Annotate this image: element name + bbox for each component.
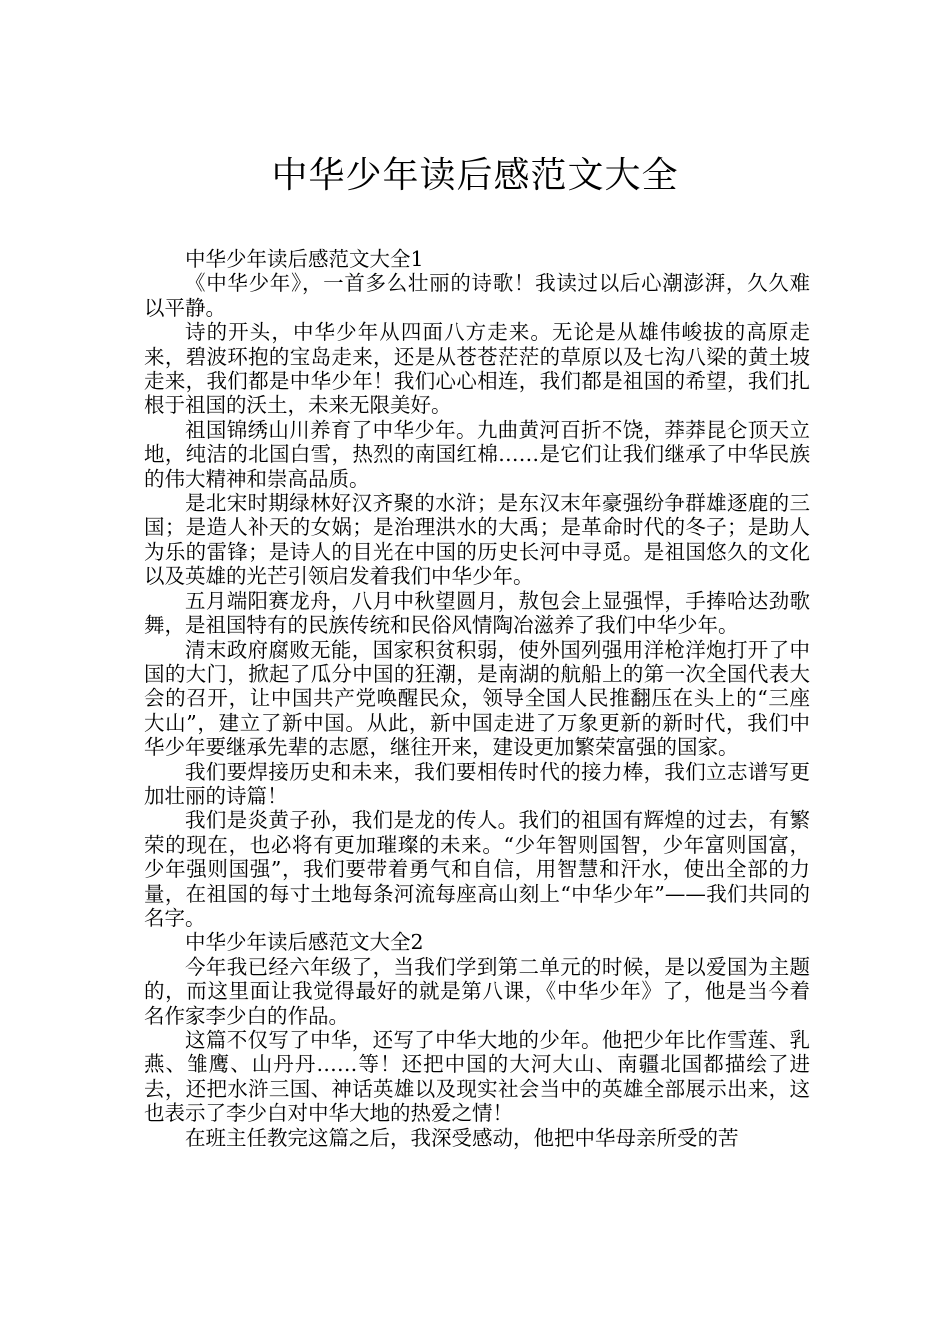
paragraph: 是北宋时期绿林好汉齐聚的水浒；是东汉末年豪强纷争群雄逐鹿的三国；是造人补天的女娲；是治理洪水的大禹；是革命时代的冬子；是助人为乐的雷锋；是诗人的目光在中国的历史长河中寻觅。是祖国悠久的文化以及英雄的光芒引领启发着我们中华少年。 [144, 491, 810, 589]
section-heading: 中华少年读后感范文大全1 [185, 247, 424, 271]
paragraph: 五月端阳赛龙舟，八月中秋望圆月，敖包会上显强悍，手捧哈达劲歌舞，是祖国特有的民族传统和民俗风情陶冶滋养了我们中华少年。 [144, 588, 810, 638]
paragraph: 在班主任教完这篇之后，我深受感动，他把中华母亲所受的苦 [185, 1125, 739, 1150]
paragraph: 今年我已经六年级了，当我们学到第二单元的时候，是以爱国为主题的，而这里面让我觉得最好的就是第八课，《中华少年》了，他是当今着名作家李少白的作品。 [144, 954, 810, 1028]
section-heading: 中华少年读后感范文大全2 [185, 930, 424, 955]
paragraph: 我们要焊接历史和未来，我们要相传时代的接力棒，我们立志谱写更加壮丽的诗篇！ [144, 759, 810, 808]
paragraph: 清末政府腐败无能，国家积贫积弱，使外国列强用洋枪洋炮打开了中国的大门，掀起了瓜分中国的狂潮，是南湖的航船上的第一次全国代表大会的召开，让中国共产党唤醒民众，领导全国人民推翻压在头上的“三座大山”，建立了新中国。从此，新中国走进了万象更新的新时代，我们中华少年要继承先辈的志愿，继往开来，建设更加繁荣富强的国家。 [144, 637, 810, 760]
paragraph: 我们是炎黄子孙，我们是龙的传人。我们的祖国有辉煌的过去，有繁荣的现在，也必将有更加璀璨的未来。“少年智则国智，少年富则国富，少年强则国强”，我们要带着勇气和自信，用智慧和汗水，使出全部的力量，在祖国的每寸土地每条河流每座高山刻上“中华少年”——我们共同的名字。 [144, 808, 810, 930]
paragraph: 诗的开头，中华少年从四面八方走来。无论是从雄伟峻拔的高原走来，碧波环抱的宝岛走来，还是从苍苍茫茫的草原以及七沟八梁的黄土坡走来，我们都是中华少年！我们心心相连，我们都是祖国的希望，我们扎根于祖国的沃土，未来无限美好。 [144, 320, 810, 418]
paragraph: 祖国锦绣山川养育了中华少年。九曲黄河百折不饶，莽莽昆仑顶天立地，纯洁的北国白雪，热烈的南国红棉……是它们让我们继承了中华民族的伟大精神和崇高品质。 [144, 417, 810, 491]
document-title: 中华少年读后感范文大全 [271, 155, 679, 197]
paragraph: 《中华少年》，一首多么壮丽的诗歌！我读过以后心潮澎湃，久久难以平静。 [144, 271, 810, 320]
document-body [144, 247, 810, 1150]
paragraph: 这篇不仅写了中华，还写了中华大地的少年。他把少年比作雪莲、乳燕、雏鹰、山丹丹……等！还把中国的大河大山、南疆北国都描绘了进去，还把水浒三国、神话英雄以及现实社会当中的英雄全部展示出来，这也表示了李少白对中华大地的热爱之情！ [144, 1028, 810, 1126]
